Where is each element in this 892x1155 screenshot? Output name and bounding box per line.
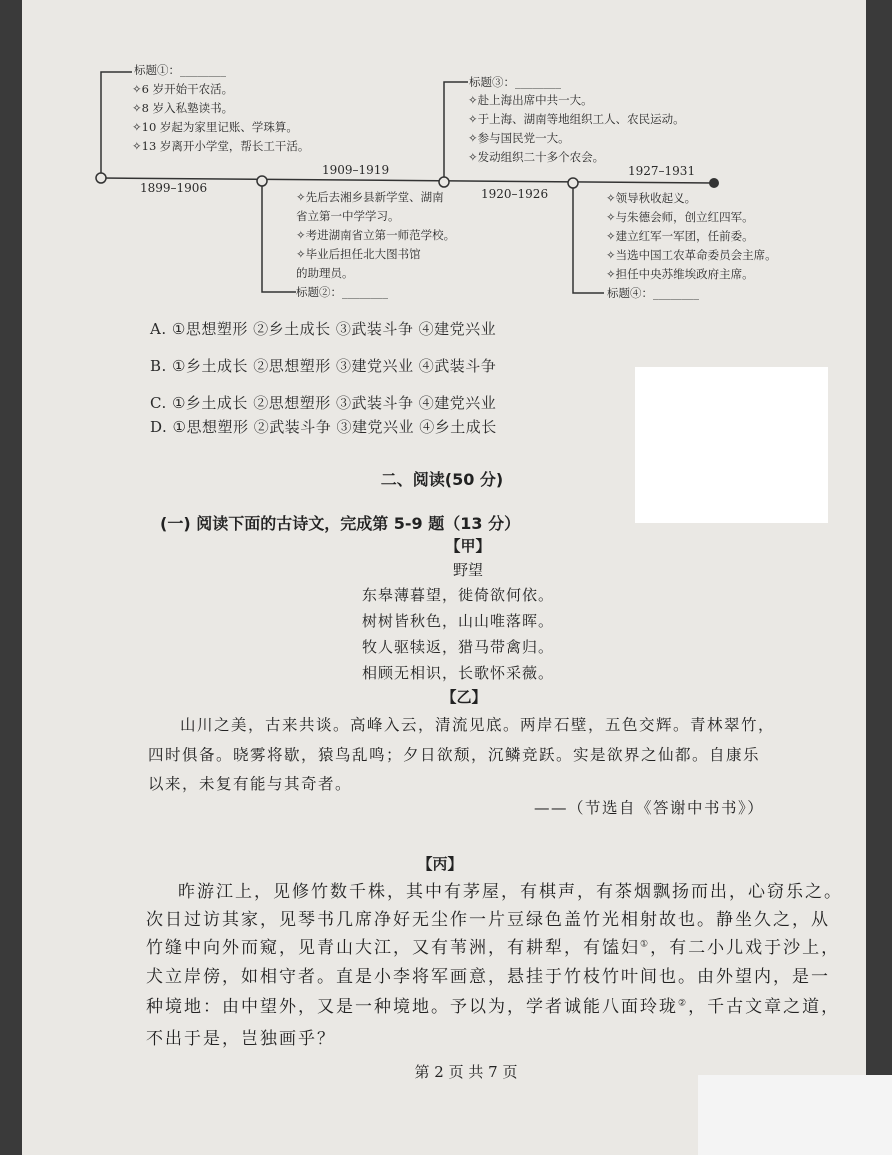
timeline-title-1: 标题①：________ [134, 63, 226, 77]
jia-label: 【甲】 [445, 537, 491, 555]
bing-line-5: 种境地：由中望外，又是一种境地。予以为，学者诚能八面玲珑②，千古文章之道， [146, 997, 841, 1017]
yi-line-3: 以来，未复有能与其奇者。 [148, 775, 353, 793]
question-title: (一) 阅读下面的古诗文，完成第 5-9 题（13 分） [160, 514, 521, 533]
bracket-1 [101, 72, 132, 178]
timeline-year-2: 1909–1919 [322, 163, 390, 177]
timeline-items-2: ✧先后去湘乡县新学堂、湖南 省立第一中学学习。 ✧考进湖南省立第一师范学校。 ✧毕业后担任北大图书馆 的助理员。 [296, 190, 456, 280]
option-b: B. ①乡土成长 ②思想塑形 ③建党兴业 ④武装斗争 [150, 357, 497, 375]
timeline-year-1: 1899–1906 [140, 181, 208, 195]
timeline-items-3: ✧赴上海出席中共一大。 ✧于上海、湖南等地组织工人、农民运动。 ✧参与国民党一大。 ✧发动组织二十多个农会。 [468, 93, 685, 164]
bing-line-1: 昨游江上，见修竹数千株，其中有茅屋，有棋声，有茶烟飘扬而出，心窃乐之。 [178, 882, 843, 902]
bracket-3 [444, 82, 468, 182]
corner-overlay [698, 1075, 892, 1155]
timeline-title-3: 标题③：________ [469, 75, 561, 89]
yi-line-2: 四时俱备。晓雾将歇，猿鸟乱鸣；夕日欲颓，沉鳞竞跃。实是欲界之仙都。自康乐 [148, 746, 761, 764]
poem-line-2: 树树皆秋色，山山唯落晖。 [362, 612, 555, 630]
yi-line-1: 山川之美，古来共谈。高峰入云，清流见底。两岸石壁，五色交辉。青林翠竹， [180, 716, 776, 734]
poem-title: 野望 [452, 561, 483, 579]
option-a: A. ①思想塑形 ②乡土成长 ③武装斗争 ④建党兴业 [150, 320, 497, 338]
bracket-4 [573, 183, 604, 293]
bing-line-2: 次日过访其家，见琴书几席净好无尘作一片豆绿色盖竹光相射故也。静坐久之，从 [146, 910, 830, 930]
redaction-box [635, 367, 828, 523]
timeline-node-1 [96, 173, 106, 183]
footnote-marker-2: ② [678, 998, 689, 1009]
yi-label: 【乙】 [441, 688, 487, 706]
section-title: 二、阅读(50 分) [380, 470, 504, 489]
footnote-marker-1: ① [640, 939, 651, 950]
bracket-2 [262, 181, 296, 292]
timeline-node-3 [439, 177, 449, 187]
timeline-items-4: ✧领导秋收起义。 ✧与朱德会师，创立红四军。 ✧建立红军一军团，任前委。 ✧当选中国工农革命委员会主席。 ✧担任中央苏维埃政府主席。 [606, 191, 777, 281]
timeline-node-2 [257, 176, 267, 186]
poem-line-4: 相顾无相识，长歌怀采薇。 [362, 664, 555, 682]
page-footer: 第 2 页 共 7 页 [414, 1063, 518, 1081]
bing-line-6: 不出于是，岂独画乎？ [146, 1029, 336, 1049]
timeline-year-4: 1927–1931 [628, 164, 696, 178]
timeline-items-1: ✧6 岁开始干农活。 ✧8 岁入私塾读书。 ✧10 岁起为家里记账、学珠算。 ✧13 岁离开小学堂，帮长工干活。 [132, 82, 310, 153]
timeline-year-3: 1920–1926 [481, 187, 549, 201]
timeline-title-4: 标题④：________ [607, 286, 699, 300]
bing-label: 【丙】 [417, 855, 463, 873]
timeline-node-4 [568, 178, 578, 188]
timeline-title-2: 标题②：________ [296, 285, 388, 299]
bing-line-3: 竹缝中向外而窥，见青山大江，又有苇洲，有耕犁，有馌妇①，有二小儿戏于沙上， [146, 938, 841, 958]
bing-line-4: 犬立岸傍，如相守者。直是小李将军画意，悬挂于竹枝竹叶间也。由外望内，是一 [146, 967, 830, 987]
yi-source: ——（节选自《答谢中书书》） [534, 799, 765, 817]
option-c: C. ①乡土成长 ②思想塑形 ③武装斗争 ④建党兴业 [150, 394, 497, 412]
option-d: D. ①思想塑形 ②武装斗争 ③建党兴业 ④乡土成长 [150, 418, 497, 436]
poem-line-1: 东皋薄暮望，徙倚欲何依。 [362, 586, 555, 604]
timeline-end-node [709, 178, 719, 188]
poem-line-3: 牧人驱犊返，猎马带禽归。 [362, 638, 555, 656]
